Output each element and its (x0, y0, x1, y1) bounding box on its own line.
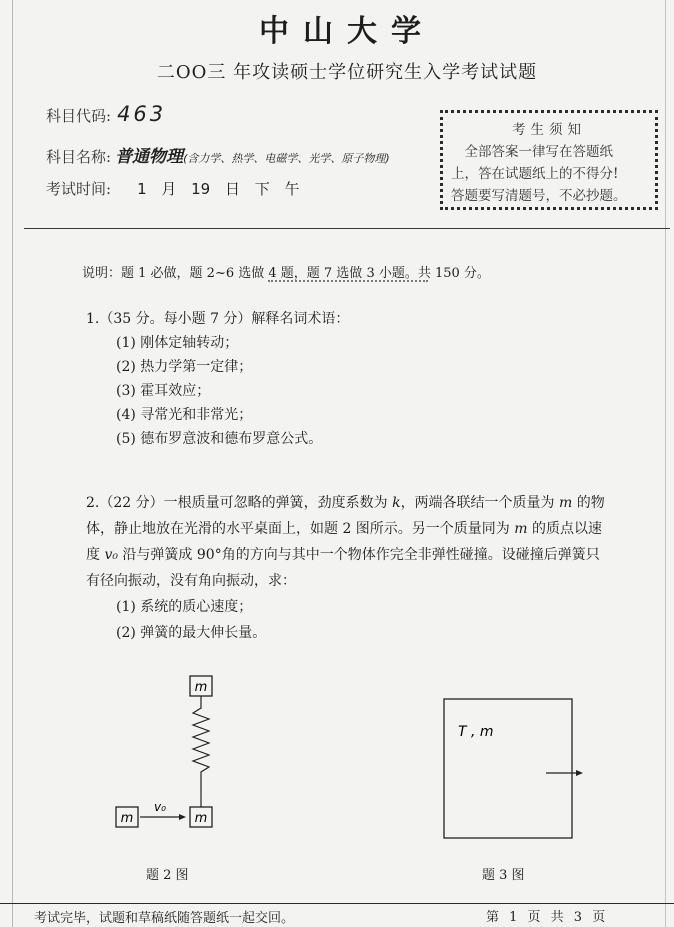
fig2-spring (193, 696, 209, 796)
fig2-incoming-mass-label: m (120, 811, 134, 826)
question-2-item: (1) 系统的质心速度； (116, 599, 253, 615)
subject-name-label: 科目名称: (46, 148, 112, 166)
notice-line-2: 上，答在试题纸上的不得分! (451, 166, 619, 182)
fig3-label: T , m (458, 724, 494, 740)
figure-3-diagram (436, 696, 596, 846)
figure-2-diagram (100, 668, 260, 838)
question-1-item: (1) 刚体定轴转动； (116, 335, 239, 351)
subject-code-label: 科目代码: (46, 107, 112, 125)
q2-variable-k: k (392, 495, 401, 511)
exam-time-label: 考试时间: (46, 180, 112, 198)
question-1-item: (2) 热力学第一定律； (116, 359, 253, 375)
notice-line-3: 答题要写清题号，不必抄题。 (451, 188, 627, 204)
q2-text: 沿与弹簧成 90°角的方向与其中一个物体作完全非弹性碰撞。设碰撞后弹簧只 (117, 547, 600, 563)
footer-note: 考试完毕，试题和草稿纸随答题纸一起交回。 (34, 911, 295, 926)
page-number: 第 1 页 共 3 页 (486, 910, 606, 925)
q2-variable-v0: v₀ (104, 547, 118, 563)
notice-line-1: 全部答案一律写在答题纸 (464, 144, 613, 160)
q2-text: ，两端各联结一个质量为 (400, 495, 560, 511)
exam-time-value: 1 月 19 日 下 午 (137, 180, 300, 198)
figure-3-caption: 题 3 图 (482, 868, 525, 883)
q2-variable-m: m (559, 495, 573, 511)
question-1-item: (4) 寻常光和非常光； (116, 407, 253, 423)
fig3-arrowhead (576, 770, 583, 776)
subject-code-row (46, 102, 166, 126)
q2-text: 的质点以速 (527, 521, 602, 537)
q2-text: 体，静止地放在光滑的水平桌面上，如题 2 图所示。另一个质量同为 (86, 521, 515, 537)
subject-code-value: 463 (117, 102, 167, 126)
fig2-top-mass-label: m (194, 680, 208, 695)
fig2-bottom-mass-label: m (194, 811, 208, 826)
question-1-item: (3) 霍耳效应； (116, 383, 211, 399)
university-name: 中山大学 (259, 14, 435, 49)
subject-name-detail: (含力学、热学、电磁学、光学、原子物理) (183, 152, 390, 165)
q2-text: 度 (86, 547, 105, 563)
subject-name-row (46, 142, 390, 167)
question-2-line-2 (86, 516, 626, 542)
question-2-line-3 (86, 542, 626, 568)
underline-dots (268, 280, 428, 285)
q2-text: 的物 (572, 495, 605, 511)
figure-2-caption: 题 2 图 (146, 868, 189, 883)
subject-name-main: 普通物理 (115, 147, 184, 167)
subject-name-value (115, 147, 390, 167)
notice-title: 考生须知 (512, 122, 586, 138)
page-edge-left (12, 0, 13, 927)
question-1-heading: 1.（35 分。每小题 7 分）解释名词术语： (86, 311, 350, 327)
fig3-box (444, 699, 572, 838)
exam-instructions: 说明：题 1 必做，题 2~6 选做 4 题，题 7 选做 3 小题。共 150 分。 (82, 266, 490, 281)
exam-title: 二OO三 年攻读硕士学位研究生入学考试试题 (156, 62, 538, 83)
q2-text: 2.（22 分）一根质量可忽略的弹簧，劲度系数为 (86, 495, 393, 511)
exam-time-row (46, 178, 300, 199)
question-1-item: (5) 德布罗意波和德布罗意公式。 (116, 431, 323, 447)
q2-variable-m: m (514, 521, 528, 537)
question-2-item: (2) 弹簧的最大伸长量。 (116, 625, 267, 641)
fig2-arrowhead (179, 814, 186, 820)
question-2-line-1 (86, 490, 626, 516)
fig2-velocity-label: v₀ (154, 800, 166, 814)
question-2 (86, 490, 626, 646)
footer-divider (0, 903, 674, 904)
question-2-line-4: 有径向振动，没有角向振动，求： (86, 573, 296, 589)
candidate-notice-box (440, 110, 658, 210)
